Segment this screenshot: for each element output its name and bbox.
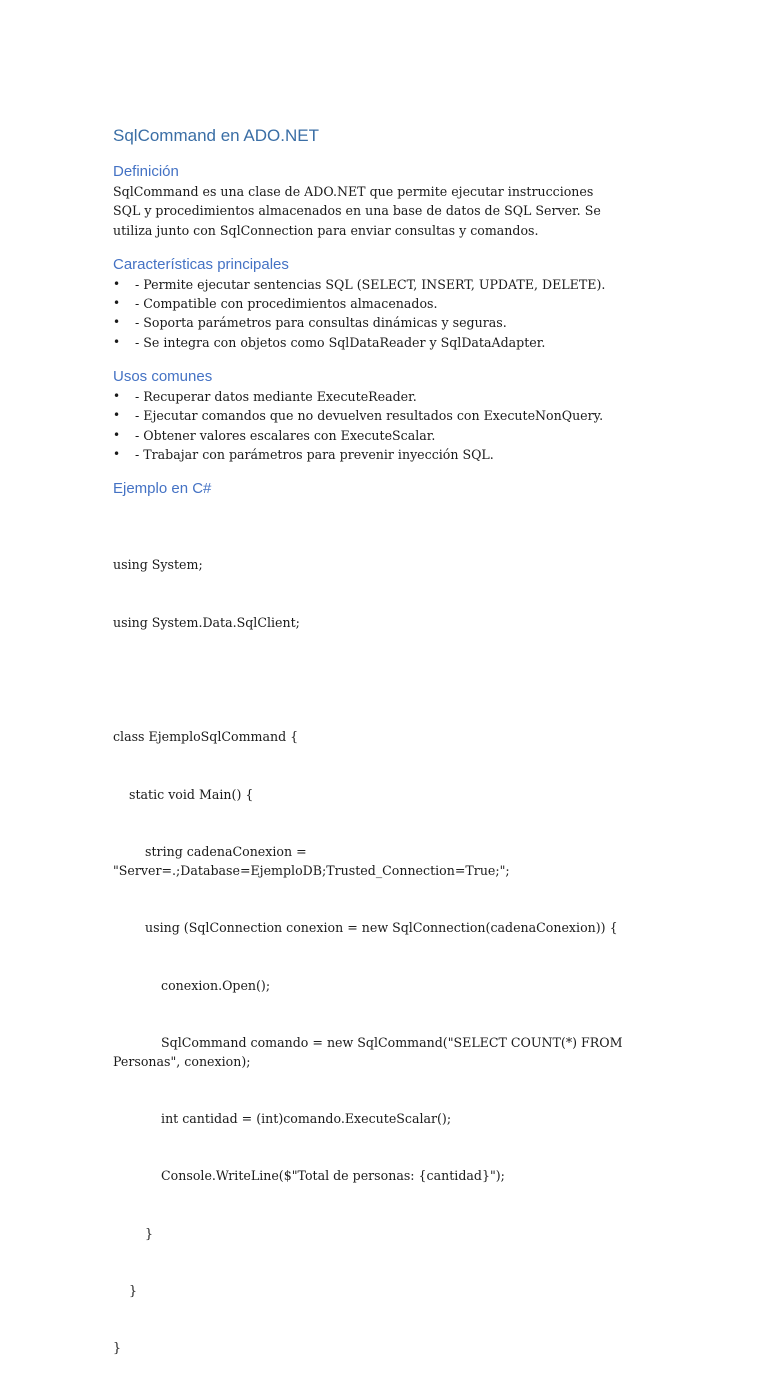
spacer [113,352,653,367]
bullet-icon: • [113,334,121,349]
heading-ejemplo: Ejemplo en C# [113,480,212,498]
code-line: } [113,1340,122,1356]
spacer [113,240,653,255]
list-item-text: - Permite ejecutar sentencias SQL (SELECT, INSERT, UPDATE, DELETE). [135,276,606,292]
code-line: SqlCommand comando = new SqlCommand("SELECT COUNT(*) FROM Personas", conexion); [113,1034,627,1069]
bullet-icon: • [113,315,121,330]
code-line: } [113,1225,154,1241]
definicion-paragraph: SqlCommand es una clase de ADO.NET que permite ejecutar instrucciones SQL y procedimientos almacenados en una base de datos de SQL Server. Se utiliza junto con SqlConnection para enviar consultas y comandos. [113,184,601,238]
list-item-text: - Ejecutar comandos que no devuelven resultados con ExecuteNonQuery. [135,408,604,424]
caracteristicas-list [113,275,653,352]
code-line: static void Main() { [113,786,254,802]
document-body [113,124,653,1396]
list-item [113,426,653,445]
list-item [113,313,653,332]
spacer [113,464,653,479]
code-block [113,517,641,1395]
code-line: using System.Data.SqlClient; [113,614,300,630]
list-item [113,294,653,313]
bullet-icon: • [113,296,121,311]
list-item-text: - Obtener valores escalares con ExecuteScalar. [135,427,436,443]
list-item-text: - Soporta parámetros para consultas dinámicas y seguras. [135,315,507,331]
code-line: using (SqlConnection conexion = new SqlConnection(cadenaConexion)) { [113,920,618,936]
heading-usos: Usos comunes [113,368,213,386]
heading-definicion: Definición [113,163,179,180]
list-item [113,387,653,406]
list-item-text: - Se integra con objetos como SqlDataReader y SqlDataAdapter. [135,334,546,350]
code-line: } [113,1283,138,1299]
list-item-text: - Compatible con procedimientos almacenados. [135,296,438,312]
bullet-icon: • [113,389,121,404]
bullet-icon: • [113,446,121,461]
heading-caracteristicas: Características principales [113,255,289,273]
code-line: Console.WriteLine($"Total de personas: {cantidad}"); [113,1168,505,1184]
code-line: int cantidad = (int)comando.ExecuteScalar(); [113,1111,452,1127]
bullet-icon: • [113,408,121,423]
list-item-text: - Recuperar datos mediante ExecuteReader. [135,389,417,405]
list-item [113,333,653,352]
code-line: conexion.Open(); [113,977,271,993]
bullet-icon: • [113,427,121,442]
bullet-icon: • [113,276,121,291]
usos-list [113,387,653,464]
code-line: using System; [113,557,203,573]
code-line [113,670,641,689]
code-line: class EjemploSqlCommand { [113,729,299,745]
code-line: string cadenaConexion = "Server=.;Database=EjemploDB;Trusted_Connection=True;"; [113,843,510,878]
list-item-text: - Trabajar con parámetros para prevenir inyección SQL. [135,446,494,462]
document-title: SqlCommand en ADO.NET [113,126,319,145]
list-item [113,275,653,294]
list-item [113,406,653,425]
list-item [113,445,653,464]
